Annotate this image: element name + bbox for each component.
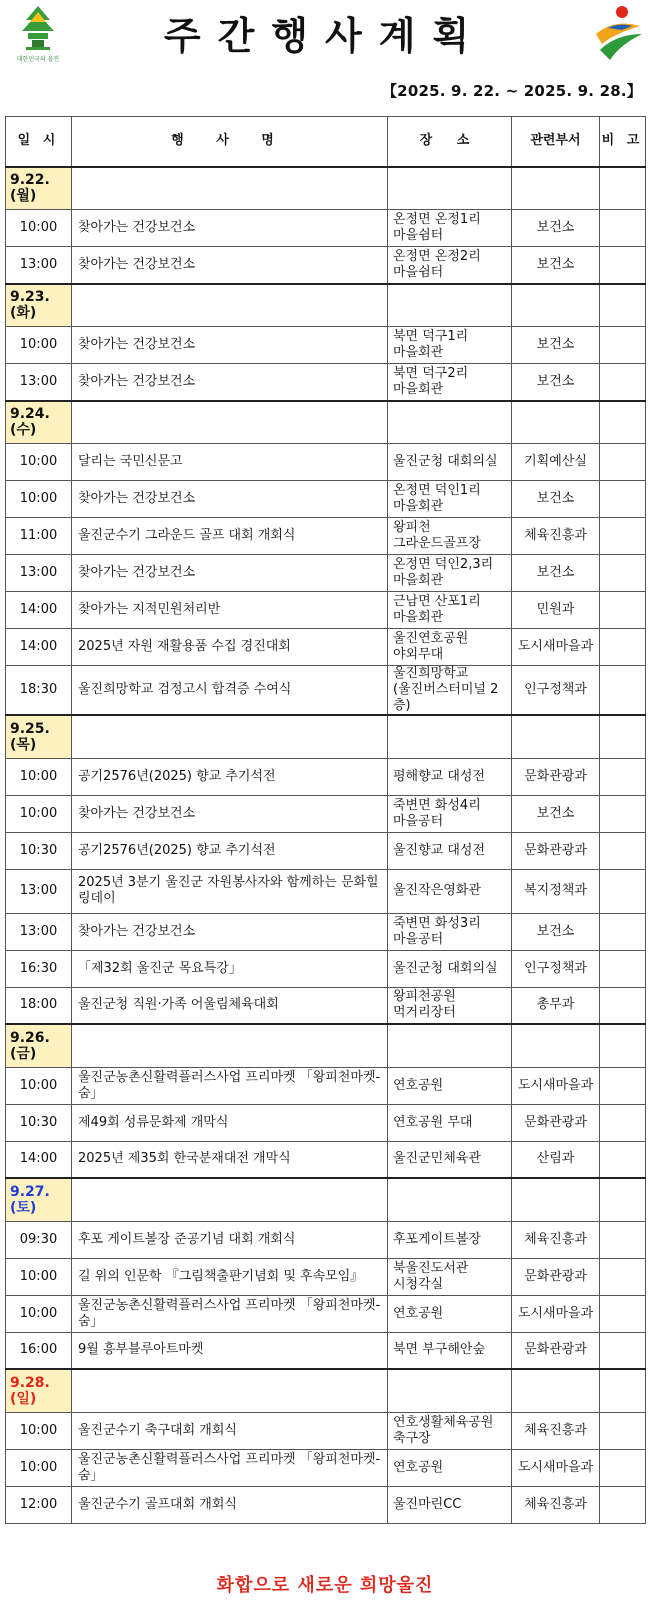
event-row	[6, 1141, 646, 1178]
event-dept: 기획예산실	[512, 444, 600, 481]
event-place-line: 울진작은영화관	[393, 883, 481, 898]
day-empty-cell	[72, 1369, 388, 1412]
day-date-cell: 9.24.(수)	[6, 401, 72, 444]
day-empty-cell	[600, 1178, 646, 1221]
event-place	[388, 210, 512, 247]
event-place-line: 연호공원	[393, 1459, 444, 1475]
event-name: 울진군수기 골프대회 개회식	[72, 1486, 388, 1523]
event-row	[6, 1412, 646, 1449]
day-empty-cell	[600, 1369, 646, 1412]
event-row	[6, 1486, 646, 1523]
event-time: 10:00	[6, 210, 72, 247]
event-place	[388, 913, 512, 950]
event-name: 찾아가는 건강보건소	[72, 327, 388, 364]
event-place	[388, 444, 512, 481]
event-note	[600, 592, 646, 629]
event-name: 찾아가는 건강보건소	[72, 481, 388, 518]
event-row	[6, 1104, 646, 1141]
event-place-line: 왕피천공원	[393, 989, 456, 1005]
event-note	[600, 247, 646, 284]
event-row	[6, 629, 646, 666]
event-place	[388, 555, 512, 592]
event-name: 제49회 성류문화제 개막식	[72, 1104, 388, 1141]
event-row	[6, 518, 646, 555]
schedule-period: 【2025. 9. 22. ~ 2025. 9. 28.】	[381, 82, 642, 100]
event-note	[600, 1067, 646, 1104]
event-row	[6, 247, 646, 284]
event-dept: 인구정책과	[512, 666, 600, 716]
event-place-line: 온정면 덕인2,3리	[393, 557, 494, 572]
weekly-schedule-table	[5, 116, 646, 1524]
event-dept: 도시새마을과	[512, 629, 600, 666]
day-empty-cell	[388, 715, 512, 758]
event-place-line: 먹거리장터	[393, 1005, 456, 1021]
event-name: 찾아가는 건강보건소	[72, 913, 388, 950]
event-name: 울진군수기 그라운드 골프 대회 개회식	[72, 518, 388, 555]
event-row	[6, 1067, 646, 1104]
day-empty-cell	[72, 1024, 388, 1067]
event-name: 2025년 3분기 울진군 자원봉사자와 함께하는 문화힐링데이	[72, 869, 388, 913]
day-date-cell: 9.23.(화)	[6, 284, 72, 327]
event-row	[6, 950, 646, 987]
event-row	[6, 666, 646, 716]
event-note	[600, 913, 646, 950]
event-place-line: 울진향교 대성전	[393, 842, 486, 858]
event-dept: 보건소	[512, 247, 600, 284]
day-empty-cell	[512, 1369, 600, 1412]
event-note	[600, 327, 646, 364]
event-row	[6, 1332, 646, 1369]
event-place-line: 연호공원	[393, 1077, 444, 1093]
event-name: 울진군농촌신활력플러스사업 프리마켓 「왕피천마켓-숨」	[72, 1067, 388, 1104]
event-place-line: (울진버스터미널 2층)	[393, 682, 499, 713]
event-dept: 보건소	[512, 210, 600, 247]
event-dept: 체육진흥과	[512, 1221, 600, 1258]
event-dept: 체육진흥과	[512, 518, 600, 555]
event-place-line: 연호공원 무대	[393, 1114, 473, 1130]
event-place-line: 온정면 덕인1리	[393, 483, 481, 498]
event-time: 10:00	[6, 1295, 72, 1332]
event-dept: 문화관광과	[512, 1104, 600, 1141]
event-name: 찾아가는 건강보건소	[72, 364, 388, 401]
event-name: 길 위의 인문학 『그림책출판기념회 및 후속모임』	[72, 1258, 388, 1295]
event-note	[600, 1221, 646, 1258]
event-time: 10:30	[6, 832, 72, 869]
footer-slogan: 화합으로 새로운 희망울진	[216, 1575, 434, 1596]
event-row	[6, 987, 646, 1024]
event-place	[388, 327, 512, 364]
event-row	[6, 913, 646, 950]
event-place-line: 축구장	[393, 1430, 431, 1446]
event-note	[600, 1332, 646, 1369]
event-note	[600, 210, 646, 247]
event-dept: 보건소	[512, 327, 600, 364]
event-note	[600, 629, 646, 666]
event-row	[6, 327, 646, 364]
event-name: 찾아가는 지적민원처리반	[72, 592, 388, 629]
event-time: 16:30	[6, 950, 72, 987]
event-place-line: 연호생활체육공원	[393, 1414, 494, 1430]
day-empty-cell	[388, 1369, 512, 1412]
col-header-note: 비 고	[600, 117, 646, 167]
day-empty-cell	[512, 715, 600, 758]
event-place-line: 후포게이트볼장	[393, 1231, 481, 1247]
event-note	[600, 1295, 646, 1332]
col-header-place: 장 소	[388, 117, 512, 167]
event-place-line: 평해향교 대성전	[393, 768, 486, 784]
event-time: 16:00	[6, 1332, 72, 1369]
event-time: 13:00	[6, 364, 72, 401]
day-date-cell: 9.26.(금)	[6, 1024, 72, 1067]
day-empty-cell	[72, 167, 388, 210]
event-dept: 도시새마을과	[512, 1295, 600, 1332]
event-dept: 문화관광과	[512, 1258, 600, 1295]
event-note	[600, 666, 646, 716]
event-place-line: 왕피천	[393, 520, 431, 535]
event-name: 찾아가는 건강보건소	[72, 247, 388, 284]
day-date-cell: 9.22.(월)	[6, 167, 72, 210]
day-empty-cell	[72, 715, 388, 758]
day-row	[6, 284, 646, 327]
event-dept: 문화관광과	[512, 832, 600, 869]
event-name: 울진군청 직원·가족 어울림체육대회	[72, 987, 388, 1024]
event-place	[388, 518, 512, 555]
event-row	[6, 1221, 646, 1258]
day-empty-cell	[72, 1178, 388, 1221]
event-note	[600, 987, 646, 1024]
event-dept: 보건소	[512, 364, 600, 401]
event-time: 10:00	[6, 795, 72, 832]
event-row	[6, 592, 646, 629]
event-place-line: 근남면 산포1리	[393, 594, 481, 609]
event-place	[388, 795, 512, 832]
day-empty-cell	[600, 401, 646, 444]
event-place	[388, 1221, 512, 1258]
day-empty-cell	[388, 401, 512, 444]
event-dept: 인구정책과	[512, 950, 600, 987]
event-note	[600, 950, 646, 987]
day-date-cell: 9.27.(토)	[6, 1178, 72, 1221]
page-title: 주간행사계획	[163, 14, 487, 58]
event-name: 「제32회 울진군 목요특강」	[72, 950, 388, 987]
event-row	[6, 555, 646, 592]
event-name: 9월 흥부블루아트마켓	[72, 1332, 388, 1369]
event-name: 공기2576년(2025) 향교 추기석전	[72, 758, 388, 795]
event-note	[600, 1141, 646, 1178]
day-empty-cell	[512, 1024, 600, 1067]
runner-symbol-icon	[592, 4, 644, 64]
event-dept: 체육진흥과	[512, 1486, 600, 1523]
col-header-dept: 관련부서	[512, 117, 600, 167]
day-empty-cell	[512, 284, 600, 327]
day-row	[6, 401, 646, 444]
day-date-cell: 9.28.(일)	[6, 1369, 72, 1412]
event-dept: 보건소	[512, 555, 600, 592]
event-place-line: 울진군청 대회의실	[393, 454, 498, 469]
event-row	[6, 869, 646, 913]
event-row	[6, 832, 646, 869]
logo-slogan: 대한민국의 울진	[16, 56, 60, 63]
event-time: 13:00	[6, 869, 72, 913]
day-empty-cell	[600, 167, 646, 210]
event-place-line: 야외무대	[393, 647, 444, 662]
day-empty-cell	[512, 401, 600, 444]
event-dept: 총무과	[512, 987, 600, 1024]
event-place-line: 울진연호공원	[393, 631, 469, 646]
col-header-event: 행 사 명	[72, 117, 388, 167]
event-time: 09:30	[6, 1221, 72, 1258]
event-time: 14:00	[6, 592, 72, 629]
event-name: 울진군수기 축구대회 개회식	[72, 1412, 388, 1449]
event-dept: 문화관광과	[512, 758, 600, 795]
event-place	[388, 1141, 512, 1178]
event-time: 13:00	[6, 913, 72, 950]
event-place-line: 마을쉼터	[393, 264, 444, 280]
day-row	[6, 1178, 646, 1221]
event-note	[600, 1486, 646, 1523]
day-empty-cell	[600, 1024, 646, 1067]
event-place-line: 마을회관	[393, 573, 444, 588]
table-header-row	[6, 117, 646, 167]
symbol-logo	[592, 4, 644, 64]
event-time: 12:00	[6, 1486, 72, 1523]
event-place	[388, 364, 512, 401]
event-place-line: 죽변면 화성4리	[393, 797, 481, 813]
event-place	[388, 592, 512, 629]
event-note	[600, 1412, 646, 1449]
event-place	[388, 1067, 512, 1104]
event-dept: 도시새마을과	[512, 1449, 600, 1486]
event-place	[388, 629, 512, 666]
day-empty-cell	[512, 1178, 600, 1221]
day-empty-cell	[600, 715, 646, 758]
event-note	[600, 795, 646, 832]
day-row	[6, 715, 646, 758]
event-place-line: 북면 덕구2리	[393, 365, 469, 381]
event-note	[600, 481, 646, 518]
event-name: 달리는 국민신문고	[72, 444, 388, 481]
event-time: 10:00	[6, 1449, 72, 1486]
event-place	[388, 832, 512, 869]
event-time: 18:00	[6, 987, 72, 1024]
event-name: 울진군농촌신활력플러스사업 프리마켓 「왕피천마켓-숨」	[72, 1449, 388, 1486]
event-place	[388, 1486, 512, 1523]
event-place	[388, 869, 512, 913]
event-place	[388, 950, 512, 987]
event-time: 10:00	[6, 481, 72, 518]
event-note	[600, 1449, 646, 1486]
event-place-line: 마을회관	[393, 345, 444, 360]
event-name: 후포 게이트볼장 준공기념 대회 개회식	[72, 1221, 388, 1258]
event-place-line: 마을공터	[393, 813, 444, 829]
day-empty-cell	[388, 284, 512, 327]
day-empty-cell	[388, 1178, 512, 1221]
event-place-line: 울진마린CC	[393, 1496, 462, 1512]
event-place-line: 온정면 온정1리	[393, 212, 481, 227]
event-time: 14:00	[6, 1141, 72, 1178]
event-note	[600, 832, 646, 869]
event-note	[600, 555, 646, 592]
day-row	[6, 167, 646, 210]
event-row	[6, 210, 646, 247]
event-time: 10:00	[6, 758, 72, 795]
event-time: 10:00	[6, 1258, 72, 1295]
event-note	[600, 444, 646, 481]
event-dept: 산림과	[512, 1141, 600, 1178]
event-time: 14:00	[6, 629, 72, 666]
event-note	[600, 364, 646, 401]
tree-logo-icon	[6, 4, 70, 54]
event-name: 울진희망학교 검정고시 합격증 수여식	[72, 666, 388, 716]
event-time: 10:00	[6, 1067, 72, 1104]
event-row	[6, 1449, 646, 1486]
event-place	[388, 987, 512, 1024]
event-dept: 복지정책과	[512, 869, 600, 913]
event-place-line: 마을공터	[393, 931, 444, 947]
event-place-line: 시청각실	[393, 1276, 444, 1292]
event-place-line: 울진희망학교	[393, 666, 469, 681]
event-row	[6, 795, 646, 832]
event-dept: 보건소	[512, 481, 600, 518]
day-empty-cell	[388, 1024, 512, 1067]
day-row	[6, 1369, 646, 1412]
page-header	[0, 0, 650, 112]
event-place-line: 마을회관	[393, 610, 444, 625]
event-name: 찾아가는 건강보건소	[72, 795, 388, 832]
event-note	[600, 758, 646, 795]
event-place-line: 울진군민체육관	[393, 1151, 481, 1167]
event-name: 공기2576년(2025) 향교 추기석전	[72, 832, 388, 869]
event-place-line: 마을회관	[393, 381, 444, 397]
day-empty-cell	[388, 167, 512, 210]
event-place	[388, 1332, 512, 1369]
event-place-line: 북면 부구해안숲	[393, 1342, 486, 1358]
event-dept: 민원과	[512, 592, 600, 629]
event-place	[388, 1295, 512, 1332]
event-place-line: 죽변면 화성3리	[393, 915, 481, 931]
event-place	[388, 1449, 512, 1486]
event-time: 10:00	[6, 1412, 72, 1449]
event-note	[600, 1258, 646, 1295]
event-dept: 문화관광과	[512, 1332, 600, 1369]
event-time: 11:00	[6, 518, 72, 555]
event-place-line: 그라운드골프장	[393, 536, 481, 551]
event-time: 18:30	[6, 666, 72, 716]
event-row	[6, 1295, 646, 1332]
event-place-line: 온정면 온정2리	[393, 248, 481, 264]
schedule-body	[6, 167, 646, 1524]
day-empty-cell	[600, 284, 646, 327]
event-dept: 보건소	[512, 913, 600, 950]
event-time: 10:00	[6, 327, 72, 364]
event-row	[6, 758, 646, 795]
day-empty-cell	[72, 401, 388, 444]
event-place	[388, 1412, 512, 1449]
event-time: 13:00	[6, 555, 72, 592]
event-name: 찾아가는 건강보건소	[72, 555, 388, 592]
event-dept: 체육진흥과	[512, 1412, 600, 1449]
event-place	[388, 758, 512, 795]
event-note	[600, 1104, 646, 1141]
event-place	[388, 1104, 512, 1141]
event-note	[600, 518, 646, 555]
day-empty-cell	[72, 284, 388, 327]
event-place-line: 연호공원	[393, 1305, 444, 1321]
event-place-line: 울진군청 대회의실	[393, 960, 498, 976]
event-place-line: 북면 덕구1리	[393, 329, 469, 344]
event-place	[388, 481, 512, 518]
event-row	[6, 364, 646, 401]
event-dept: 도시새마을과	[512, 1067, 600, 1104]
col-header-date-time: 일 시	[6, 117, 72, 167]
event-dept: 보건소	[512, 795, 600, 832]
event-row	[6, 1258, 646, 1295]
day-row	[6, 1024, 646, 1067]
event-row	[6, 481, 646, 518]
event-place	[388, 666, 512, 716]
event-name: 찾아가는 건강보건소	[72, 210, 388, 247]
event-place-line: 마을쉼터	[393, 228, 444, 243]
event-place	[388, 247, 512, 284]
event-place	[388, 1258, 512, 1295]
event-time: 10:30	[6, 1104, 72, 1141]
event-note	[600, 869, 646, 913]
day-date-cell: 9.25.(목)	[6, 715, 72, 758]
event-name: 2025년 제35회 한국분재대전 개막식	[72, 1141, 388, 1178]
county-logo	[6, 4, 70, 66]
event-name: 울진군농촌신활력플러스사업 프리마켓 「왕피천마켓-숨」	[72, 1295, 388, 1332]
event-place-line: 마을회관	[393, 499, 444, 514]
day-empty-cell	[512, 167, 600, 210]
event-place-line: 북울진도서관	[393, 1260, 469, 1276]
event-name: 2025년 자원 재활용품 수집 경진대회	[72, 629, 388, 666]
event-time: 10:00	[6, 444, 72, 481]
event-time: 13:00	[6, 247, 72, 284]
event-row	[6, 444, 646, 481]
